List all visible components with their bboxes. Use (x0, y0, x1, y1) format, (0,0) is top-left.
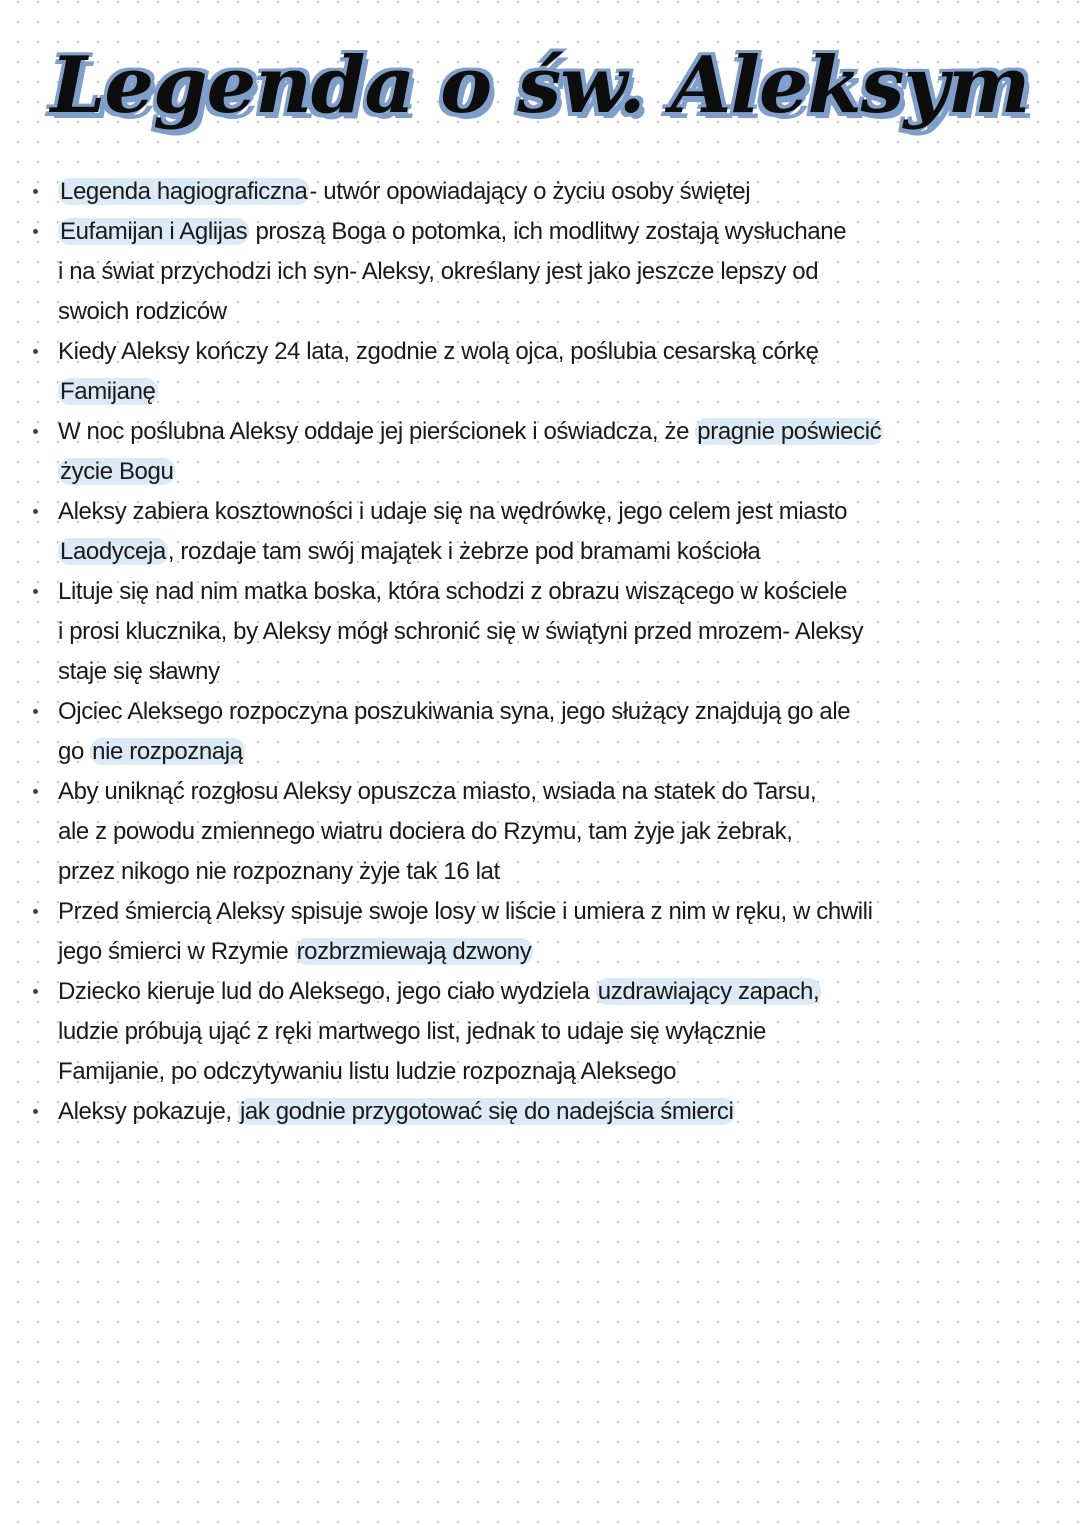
text-line (0, 692, 1080, 732)
bullet-item (0, 212, 1080, 332)
highlighted-text: nie rozpoznają (92, 738, 243, 765)
text-line (0, 292, 1080, 332)
bullet-item (0, 332, 1080, 412)
text-line (0, 372, 1080, 412)
bullet-item (0, 692, 1080, 772)
bullet-dot-icon (33, 909, 38, 914)
bullet-dot-icon (33, 789, 38, 794)
bullet-item (0, 892, 1080, 972)
text-segment: Przed śmiercią Aleksy spisuje swoje losy w liście i umiera z nim w ręku, w chwili (58, 898, 873, 925)
text-line (0, 412, 1080, 452)
text-line (0, 572, 1080, 612)
bullet-item (0, 1092, 1080, 1132)
bullet-item (0, 772, 1080, 892)
text-segment: - utwór opowiadający o życiu osoby świętej (309, 178, 751, 205)
bullet-item (0, 572, 1080, 692)
text-segment: Aleksy zabiera kosztowności i udaje się na wędrówkę, jego celem jest miasto (58, 498, 848, 525)
text-segment: i prosi klucznika, by Aleksy mógł schronić się w świątyni przed mrozem- Aleksy (58, 618, 864, 645)
bullet-item (0, 412, 1080, 492)
text-line (0, 172, 1080, 212)
text-line (0, 1052, 1080, 1092)
bullet-dot-icon (33, 349, 38, 354)
text-segment: staje się sławny (58, 658, 220, 685)
highlighted-text: życie Bogu (60, 458, 174, 485)
notes-list (0, 172, 1080, 1132)
bullet-dot-icon (33, 989, 38, 994)
text-line (0, 492, 1080, 532)
highlighted-text: Legenda hagiograficzna (60, 178, 308, 205)
text-line (0, 852, 1080, 892)
text-segment: jego śmierci w Rzymie (58, 938, 295, 965)
text-line (0, 452, 1080, 492)
text-segment: go (58, 738, 91, 765)
text-line (0, 332, 1080, 372)
text-line (0, 1012, 1080, 1052)
text-line (0, 212, 1080, 252)
text-line (0, 1092, 1080, 1132)
text-segment: ale z powodu zmiennego wiatru dociera do Rzymu, tam żyje jak żebrak, (58, 818, 793, 845)
text-segment: W noc poślubna Aleksy oddaje jej pierścionek i oświadcza, że (58, 418, 696, 445)
bullet-item (0, 972, 1080, 1092)
text-line (0, 812, 1080, 852)
bullet-dot-icon (33, 1109, 38, 1114)
bullet-dot-icon (33, 429, 38, 434)
text-segment: Dziecko kieruje lud do Aleksego, jego ciało wydziela (58, 978, 596, 1005)
text-line (0, 732, 1080, 772)
highlighted-text: Laodyceja (60, 538, 166, 565)
bullet-dot-icon (33, 589, 38, 594)
text-line (0, 652, 1080, 692)
highlighted-text: uzdrawiający zapach, (597, 978, 820, 1005)
highlighted-text: rozbrzmiewają dzwony (296, 938, 532, 965)
bullet-dot-icon (33, 189, 38, 194)
text-segment: Aby uniknąć rozgłosu Aleksy opuszcza miasto, wsiada na statek do Tarsu, (58, 778, 817, 805)
bullet-item (0, 172, 1080, 212)
text-segment: Famijanie, po odczytywaniu listu ludzie rozpoznają Aleksego (58, 1058, 677, 1085)
text-line (0, 532, 1080, 572)
text-line (0, 892, 1080, 932)
highlighted-text: pragnie poświecić (697, 418, 882, 445)
text-segment: ludzie próbują ująć z ręki martwego list, jednak to udaje się wyłącznie (58, 1018, 766, 1045)
bullet-item (0, 492, 1080, 572)
text-line (0, 972, 1080, 1012)
text-line (0, 612, 1080, 652)
text-line (0, 772, 1080, 812)
bullet-dot-icon (33, 229, 38, 234)
text-segment: Aleksy pokazuje, (58, 1098, 238, 1125)
bullet-dot-icon (33, 709, 38, 714)
text-segment: swoich rodziców (58, 298, 227, 325)
bullet-dot-icon (33, 509, 38, 514)
page-title: Legenda o św. Aleksym (50, 40, 1030, 131)
text-segment: Ojciec Aleksego rozpoczyna poszukiwania syna, jego służący znajdują go ale (58, 698, 851, 725)
highlighted-text: jak godnie przygotować się do nadejścia śmierci (239, 1098, 734, 1125)
text-segment: Kiedy Aleksy kończy 24 lata, zgodnie z wolą ojca, poślubia cesarską córkę (58, 338, 819, 365)
text-segment: , rozdaje tam swój majątek i żebrze pod bramami kościoła (167, 538, 761, 565)
text-segment: Lituje się nad nim matka boska, która schodzi z obrazu wiszącego w kościele (58, 578, 848, 605)
highlighted-text: Famijanę (60, 378, 156, 405)
text-segment: przez nikogo nie rozpoznany żyje tak 16 lat (58, 858, 500, 885)
text-segment: proszą Boga o potomka, ich modlitwy zostają wysłuchane (249, 218, 847, 245)
text-line (0, 252, 1080, 292)
text-segment: i na świat przychodzi ich syn- Aleksy, określany jest jako jeszcze lepszy od (58, 258, 819, 285)
text-line (0, 932, 1080, 972)
highlighted-text: Eufamijan i Aglijas (60, 218, 248, 245)
